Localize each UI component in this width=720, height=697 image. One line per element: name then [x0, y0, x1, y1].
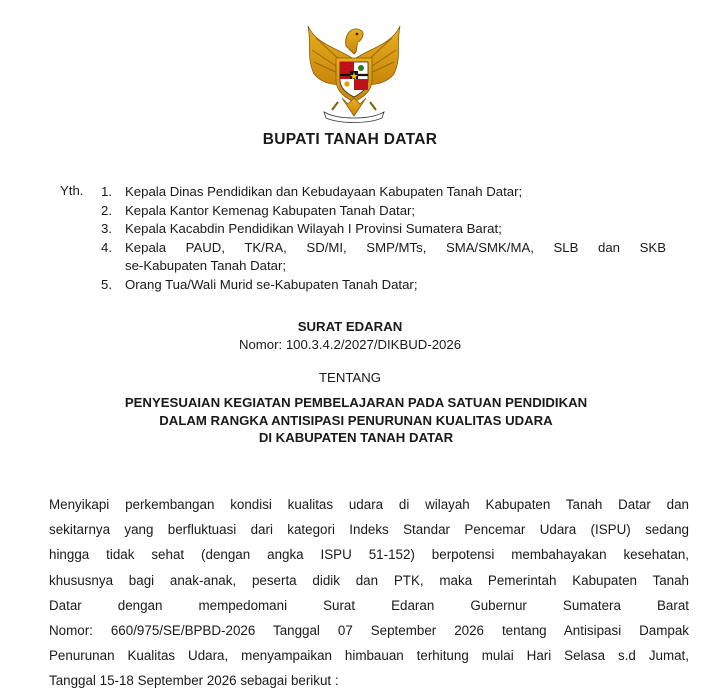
body-line: sekitarnya yang berfluktuasi dari kategori Indeks Standar Pencemar Udara (ISPU) sedang [49, 522, 689, 538]
addressee-list [101, 183, 666, 294]
body-line: Nomor: 660/975/SE/BPBD-2026 Tanggal 07 September 2026 tentang Antisipasi Dampak [49, 623, 689, 639]
body-line: Menyikapi perkembangan kondisi kualitas udara di wilayah Kabupaten Tanah Datar dan [49, 497, 689, 512]
addressee-item [101, 276, 666, 295]
addressee-item-continuation [101, 257, 666, 276]
body-line: Datar dengan mempedomani Surat Edaran Gubernur Sumatera Barat [49, 597, 689, 613]
subject-line: DI KABUPATEN TANAH DATAR [258, 430, 454, 445]
circular-title: SURAT EDARAN [297, 319, 403, 334]
addressee-item [101, 183, 666, 202]
circular-number: Nomor: 100.3.4.2/2027/DIKBUD-2026 [238, 337, 462, 352]
addressee-item-number: 4. [101, 239, 112, 255]
addressee-item-number: 5. [101, 276, 112, 292]
addressee-item-text: Kepala Kantor Kemenag Kabupaten Tanah Datar; [125, 202, 416, 218]
body-paragraph [49, 492, 689, 694]
body-line: Tanggal 15-18 September 2026 sebagai berikut : [49, 673, 339, 689]
addressee-item-text: Kepala PAUD, TK/RA, SD/MI, SMP/MTs, SMA/SMK/MA, SLB dan SKB [125, 239, 666, 255]
body-line: Penurunan Kualitas Udara, menyampaikan himbauan terhitung mulai Hari Selasa s.d Jumat, [49, 648, 689, 664]
addressee-item-text: se-Kabupaten Tanah Datar; [125, 258, 287, 273]
subject-line: PENYESUAIAN KEGIATAN PEMBELAJARAN PADA SATUAN PENDIDIKAN [124, 395, 588, 410]
addressee-item [101, 239, 666, 258]
addressee-item-text: Orang Tua/Wali Murid se-Kabupaten Tanah Datar; [125, 276, 418, 292]
subject-line: DALAM RANGKA ANTISIPASI PENURUNAN KUALITAS UDARA [159, 412, 553, 428]
addressee-item [101, 220, 666, 239]
addressee-item-text: Kepala Kacabdin Pendidikan Wilayah I Provinsi Sumatera Barat; [125, 221, 502, 236]
body-line: khususnya bagi anak-anak, peserta didik dan PTK, maka Pemerintah Kabupaten Tanah [49, 572, 689, 588]
addressee-item [101, 202, 666, 221]
about-label: TENTANG [318, 370, 382, 385]
circular-subject [0, 394, 712, 447]
addressee-item-text: Kepala Dinas Pendidikan dan Kebudayaan Kabupaten Tanah Datar; [125, 184, 523, 199]
addressee-item-number: 2. [101, 202, 112, 218]
letterhead-title: BUPATI TANAH DATAR [262, 131, 438, 148]
addressee-item-number: 3. [101, 221, 112, 236]
addressee-item-number: 1. [101, 184, 112, 199]
addressee-label: Yth. [60, 183, 84, 198]
body-line: hingga tidak sehat (dengan angka ISPU 51-152) berpotensi membahayakan kesehatan, [49, 547, 689, 563]
garuda-pancasila-emblem [302, 18, 406, 124]
